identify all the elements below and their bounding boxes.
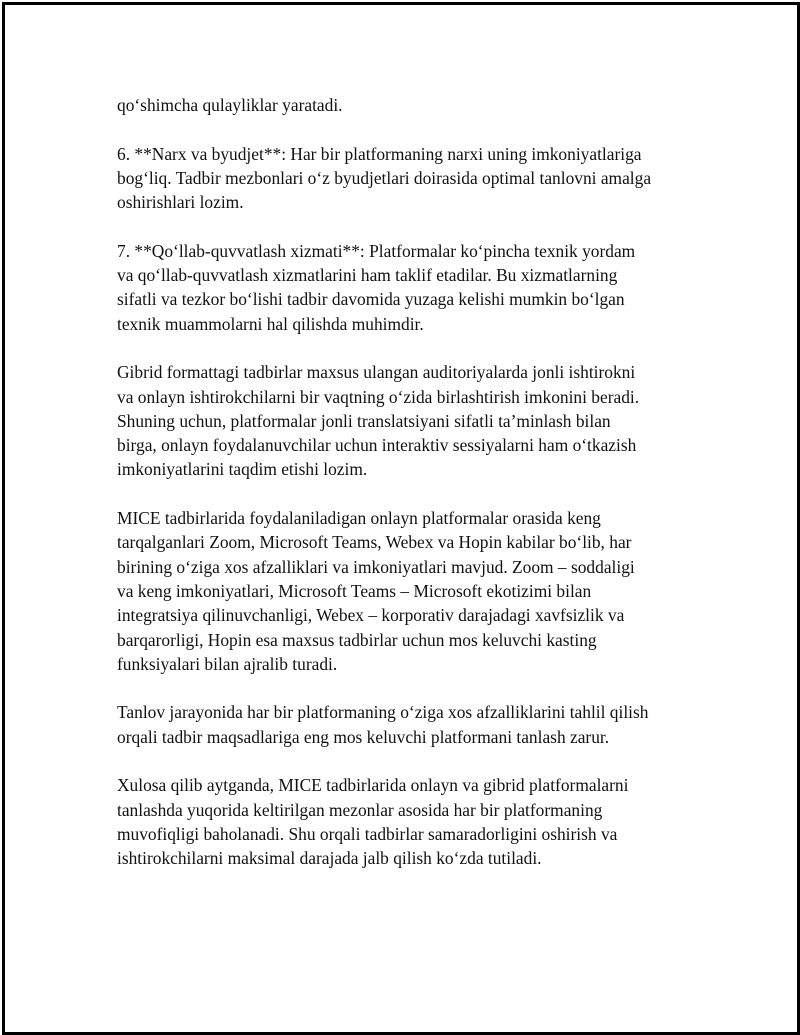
paragraph bbox=[117, 773, 697, 870]
paragraph bbox=[117, 506, 697, 676]
text-line: tanlashda yuqorida keltirilgan mezonlar asosida har bir platformaning bbox=[117, 799, 603, 820]
text-line: orqali tadbir maqsadlariga eng mos keluvchi platformani tanlash zarur. bbox=[117, 726, 610, 747]
paragraph bbox=[117, 700, 697, 749]
paragraph bbox=[117, 93, 697, 117]
text-line: Shuning uchun, platformalar jonli translatsiyani sifatli ta’minlash bilan bbox=[117, 410, 611, 431]
text-line: integratsiya qilinuvchanligi, Webex – korporativ darajadagi xavfsizlik va bbox=[117, 605, 625, 626]
text-line: funksiyalari bilan ajralib turadi. bbox=[117, 653, 338, 674]
text-line: MICE tadbirlarida foydalaniladigan onlayn platformalar orasida keng bbox=[117, 508, 601, 529]
text-line: tarqalganlari Zoom, Microsoft Teams, Webex va Hopin kabilar bo‘lib, har bbox=[117, 532, 632, 553]
text-line: imkoniyatlarini taqdim etishi lozim. bbox=[117, 459, 368, 480]
document-body bbox=[117, 93, 697, 895]
text-line: Gibrid formattagi tadbirlar maxsus ulangan auditoriyalarda jonli ishtirokni bbox=[117, 362, 636, 383]
text-line: birining o‘ziga xos afzalliklari va imkoniyatlari mavjud. Zoom – soddaligi bbox=[117, 556, 635, 577]
text-line: qo‘shimcha qulayliklar yaratadi. bbox=[117, 95, 343, 115]
text-line: ishtirokchilarni maksimal darajada jalb qilish ko‘zda tutiladi. bbox=[117, 848, 542, 869]
text-line: va onlayn ishtirokchilarni bir vaqtning o‘zida birlashtirish imkonini beradi. bbox=[117, 386, 640, 407]
text-line: 7. **Qo‘llab-quvvatlash xizmati**: Platformalar ko‘pincha texnik yordam bbox=[117, 240, 636, 261]
paragraph bbox=[117, 360, 697, 481]
text-line: texnik muammolarni hal qilishda muhimdir. bbox=[117, 313, 424, 334]
text-line: 6. **Narx va byudjet**: Har bir platformaning narxi uning imkoniyatlariga bbox=[117, 143, 642, 164]
text-line: bog‘liq. Tadbir mezbonlari o‘z byudjetlari doirasida optimal tanlovni amalga bbox=[117, 167, 652, 188]
paragraph bbox=[117, 239, 697, 336]
text-line: Tanlov jarayonida har bir platformaning o‘ziga xos afzalliklarini tahlil qilish bbox=[117, 702, 649, 723]
paragraph bbox=[117, 142, 697, 215]
text-line: barqarorligi, Hopin esa maxsus tadbirlar uchun mos keluvchi kasting bbox=[117, 629, 597, 650]
text-line: Xulosa qilib aytganda, MICE tadbirlarida onlayn va gibrid platformalarni bbox=[117, 775, 629, 796]
text-line: sifatli va tezkor bo‘lishi tadbir davomida yuzaga kelishi mumkin bo‘lgan bbox=[117, 289, 625, 310]
text-line: va qo‘llab-quvvatlash xizmatlarini ham taklif etadilar. Bu xizmatlarning bbox=[117, 265, 618, 286]
text-line: muvofiqligi baholanadi. Shu orqali tadbirlar samaradorligini oshirish va bbox=[117, 823, 618, 844]
text-line: va keng imkoniyatlari, Microsoft Teams – Microsoft ekotizimi bilan bbox=[117, 580, 592, 601]
text-line: oshirishlari lozim. bbox=[117, 192, 244, 213]
text-line: birga, onlayn foydalanuvchilar uchun interaktiv sessiyalarni ham o‘tkazish bbox=[117, 435, 637, 456]
